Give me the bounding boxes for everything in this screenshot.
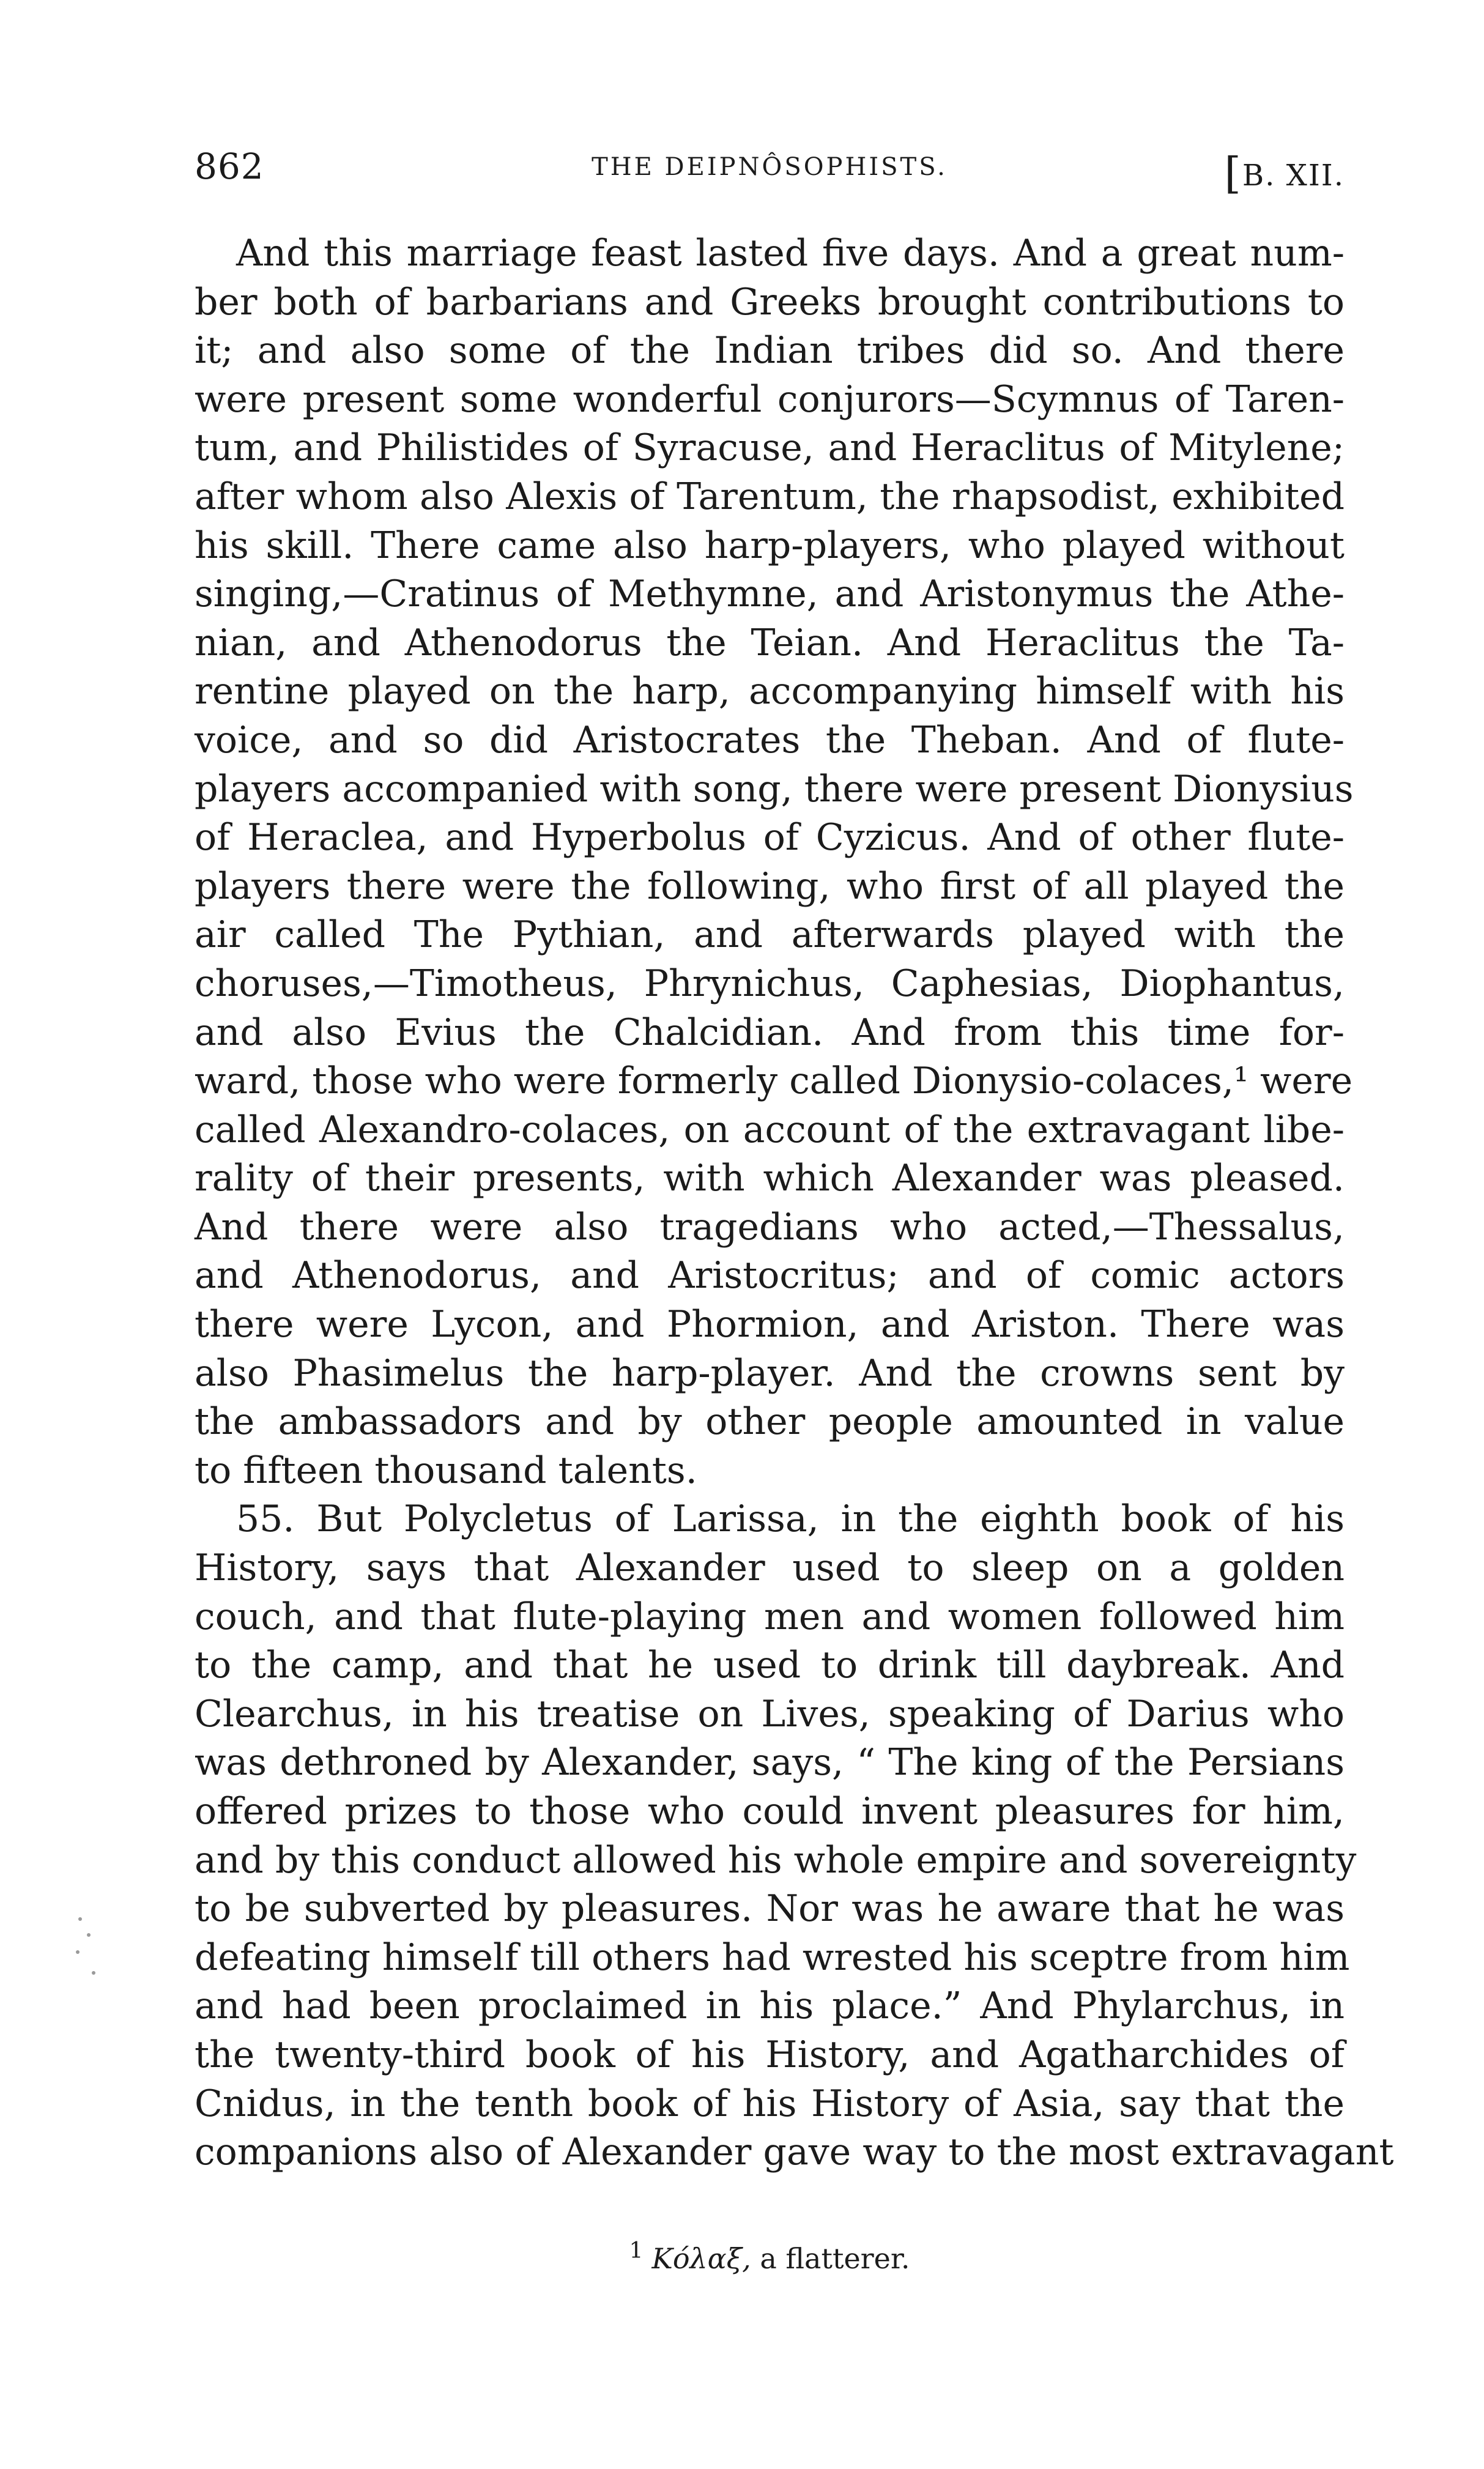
text-line: air called The Pythian, and afterwards played with the bbox=[195, 913, 1345, 957]
text-line: rentine played on the harp, accompanying himself with his bbox=[195, 670, 1345, 713]
text-line: and had been proclaimed in his place.” And Phylarchus, in bbox=[195, 1984, 1345, 2028]
text-line: also Phasimelus the harp-player. And the crowns sent by bbox=[195, 1351, 1345, 1395]
text-line: to the camp, and that he used to drink till daybreak. And bbox=[195, 1644, 1345, 1687]
text-line: players accompanied with song, there were present Dionysius bbox=[195, 767, 1354, 811]
text-line: and Athenodorus, and Aristocritus; and of comic actors bbox=[195, 1254, 1345, 1298]
text-line: the twenty-third book of his History, and Agatharchides of bbox=[195, 2033, 1345, 2076]
text-line: after whom also Alexis of Tarentum, the rhapsodist, exhibited bbox=[195, 475, 1345, 518]
text-line: to fifteen thousand talents. bbox=[195, 1449, 697, 1492]
text-line: rality of their presents, with which Alexander was pleased. bbox=[195, 1157, 1345, 1200]
text-line: And this marriage feast lasted five days. And a great num- bbox=[236, 232, 1345, 275]
text-line: tum, and Philistides of Syracuse, and Heraclitus of Mitylene; bbox=[195, 426, 1345, 470]
text-line: to be subverted by pleasures. Nor was he aware that he was bbox=[195, 1887, 1345, 1931]
speck bbox=[78, 1917, 82, 1921]
page-number: 862 bbox=[195, 146, 264, 187]
text-line: Cnidus, in the tenth book of his History of Asia, say that the bbox=[195, 2082, 1345, 2125]
book-reference bbox=[1225, 146, 1345, 196]
book-reference-bracket: [ bbox=[1224, 148, 1242, 198]
book-reference-label: B. XII. bbox=[1242, 158, 1345, 193]
speck bbox=[87, 1933, 91, 1937]
text-line: offered prizes to those who could invent pleasures for him, bbox=[195, 1790, 1345, 1833]
text-line: defeating himself till others had wrested his sceptre from him bbox=[195, 1936, 1350, 1979]
text-line: there were Lycon, and Phormion, and Ariston. There was bbox=[195, 1303, 1345, 1346]
running-head bbox=[195, 146, 1345, 198]
text-line: And there were also tragedians who acted,—Thessalus, bbox=[195, 1205, 1345, 1249]
text-line: nian, and Athenodorus the Teian. And Heraclitus the Ta- bbox=[195, 621, 1345, 664]
speck bbox=[76, 1950, 80, 1954]
text-line: choruses,—Timotheus, Phrynichus, Caphesias, Diophantus, bbox=[195, 962, 1345, 1005]
footnote-mark: 1 bbox=[629, 2238, 644, 2263]
speck bbox=[92, 1971, 95, 1975]
text-line: companions also of Alexander gave way to the most extravagant bbox=[195, 2131, 1394, 2174]
text-line: was dethroned by Alexander, says, “ The king of the Persians bbox=[195, 1741, 1345, 1784]
text-line: ward, those who were formerly called Dionysio-colaces,¹ were bbox=[195, 1060, 1353, 1103]
text-line: couch, and that flute-playing men and women followed him bbox=[195, 1595, 1345, 1638]
body-text bbox=[195, 229, 1394, 2177]
text-line: ber both of barbarians and Greeks brought contributions to bbox=[195, 280, 1345, 324]
text-line: called Alexandro-colaces, on account of the extravagant libe- bbox=[195, 1108, 1345, 1151]
text-line: 55. But Polycletus of Larissa, in the eighth book of his bbox=[236, 1498, 1345, 1541]
text-line: it; and also some of the Indian tribes did so. And there bbox=[195, 329, 1345, 373]
footnote-text: a flatterer. bbox=[760, 2242, 910, 2275]
text-line: and by this conduct allowed his whole empire and sovereignty bbox=[195, 1838, 1357, 1882]
footnote bbox=[195, 2238, 1345, 2275]
text-line: voice, and so did Aristocrates the Theban. And of flute- bbox=[195, 718, 1345, 762]
margin-specks bbox=[73, 1915, 110, 1988]
footnote-greek-term: Κόλαξ, bbox=[651, 2242, 751, 2275]
text-line: and also Evius the Chalcidian. And from this time for- bbox=[195, 1011, 1345, 1054]
text-line: players there were the following, who first of all played the bbox=[195, 864, 1345, 908]
text-line: Clearchus, in his treatise on Lives, speaking of Darius who bbox=[195, 1692, 1345, 1736]
text-line: of Heraclea, and Hyperbolus of Cyzicus. And of other flute- bbox=[195, 816, 1345, 860]
text-line: his skill. There came also harp-players, who played without bbox=[195, 524, 1345, 567]
text-line: History, says that Alexander used to sleep on a golden bbox=[195, 1546, 1345, 1590]
text-line: the ambassadors and by other people amounted in value bbox=[195, 1400, 1345, 1444]
running-title: THE DEIPNÔSOPHISTS. bbox=[592, 153, 948, 181]
text-line: singing,—Cratinus of Methymne, and Aristonymus the Athe- bbox=[195, 573, 1345, 616]
text-line: were present some wonderful conjurors—Scymnus of Taren- bbox=[195, 377, 1345, 421]
